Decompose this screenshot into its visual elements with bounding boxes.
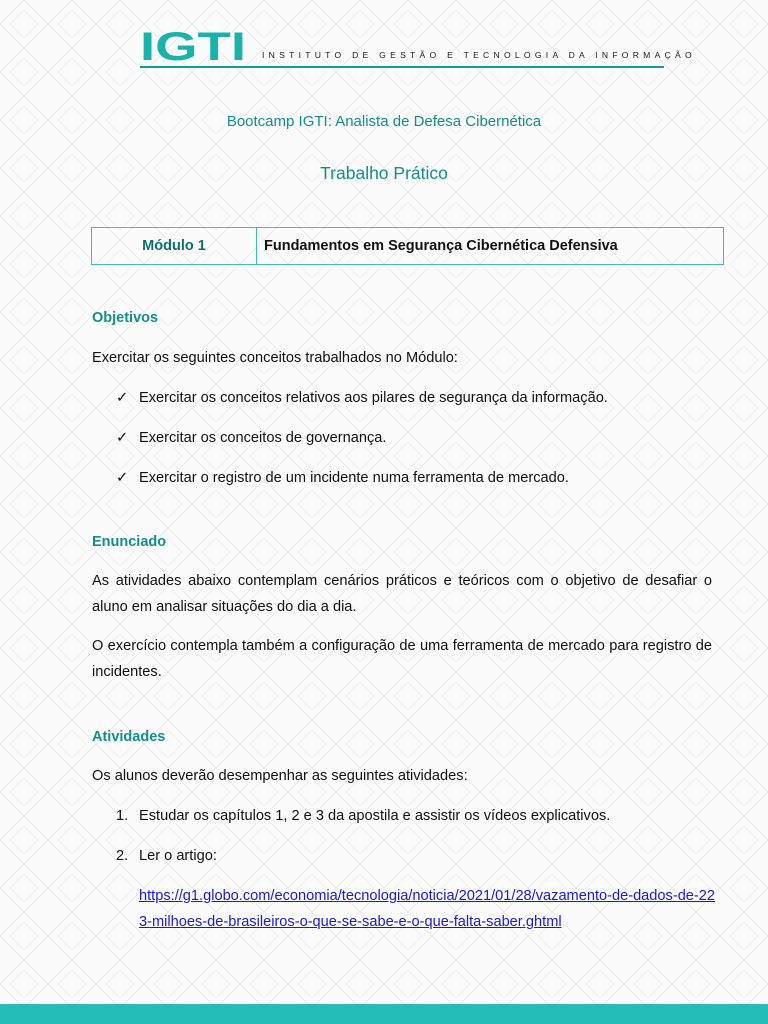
objetivo-text: Exercitar os conceitos de governança. (139, 430, 387, 446)
checkmark-icon: ✓ (116, 470, 129, 486)
atividade-item (116, 808, 610, 824)
item-number: 2. (116, 848, 129, 864)
objetivos-intro: Exercitar os seguintes conceitos trabalhados no Módulo: (92, 350, 458, 366)
atividades-intro: Os alunos deverão desempenhar as seguintes atividades: (92, 768, 468, 784)
enunciado-paragraph: O exercício contempla também a configuração de uma ferramenta de mercado para registro de incidentes. (92, 638, 712, 680)
objetivo-item (116, 429, 386, 446)
enunciado-paragraph: As atividades abaixo contemplam cenários práticos e teóricos com o objetivo de desafiar o aluno em analisar situações do dia a dia. (92, 573, 712, 615)
atividade-item (116, 848, 217, 864)
checkmark-icon: ✓ (116, 430, 129, 446)
logo-text: IGTI (140, 30, 246, 62)
module-label: Módulo 1 (92, 228, 257, 264)
institute-tagline: INSTITUTO DE GESTÃO E TECNOLOGIA DA INFORMAÇÃO (262, 50, 696, 60)
atividade-text: Estudar os capítulos 1, 2 e 3 da apostila e assistir os vídeos explicativos. (139, 808, 611, 824)
objetivo-text: Exercitar os conceitos relativos aos pilares de segurança da informação. (139, 390, 608, 406)
igti-logo (140, 30, 246, 62)
header-divider (140, 66, 664, 68)
bootcamp-subtitle: Bootcamp IGTI: Analista de Defesa Cibernética (226, 113, 542, 130)
objetivo-item (116, 389, 608, 406)
module-table (91, 227, 724, 265)
objetivos-heading: Objetivos (92, 310, 159, 326)
enunciado-heading: Enunciado (92, 534, 167, 550)
article-link[interactable]: https://g1.globo.com/economia/tecnologia/noticia/2021/01/28/vazamento-de-dados-de-223-milhoes-de-brasileiros-o-que-se-sabe-e-o-que-falta-saber.ghtml (139, 888, 716, 930)
checkmark-icon: ✓ (116, 390, 129, 406)
objetivo-item (116, 469, 569, 486)
atividade-text: Ler o artigo: (139, 848, 217, 864)
page-title: Trabalho Prático (320, 163, 448, 183)
item-number: 1. (116, 808, 129, 824)
objetivo-text: Exercitar o registro de um incidente numa ferramenta de mercado. (139, 470, 569, 486)
module-name: Fundamentos em Segurança Cibernética Defensiva (264, 238, 618, 254)
atividades-heading: Atividades (92, 729, 166, 745)
footer-bar (0, 1004, 768, 1024)
